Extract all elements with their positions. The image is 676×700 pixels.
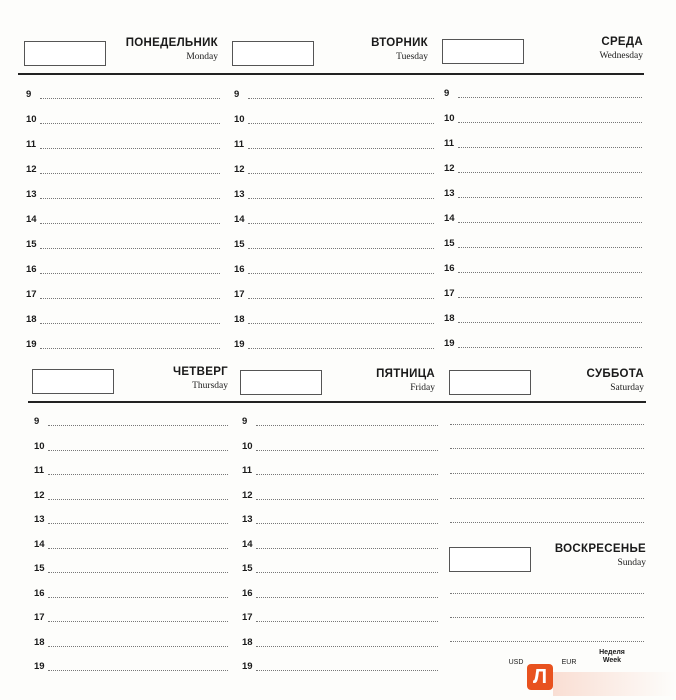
hour-writing-line: [40, 148, 220, 149]
writing-line[interactable]: [450, 498, 644, 499]
writing-line[interactable]: [450, 593, 644, 594]
wednesday-subtitle: Wednesday: [599, 51, 643, 61]
hour-writing-line: [256, 597, 438, 598]
hour-label: 18: [26, 314, 37, 325]
hour-label: 18: [242, 636, 253, 648]
hour-label: 14: [26, 214, 37, 225]
hour-row[interactable]: [26, 313, 220, 325]
thursday-title: ЧЕТВЕРГ: [172, 366, 228, 378]
hour-label: 9: [26, 89, 32, 100]
thursday-header: [130, 366, 228, 406]
hour-label: 18: [444, 313, 455, 324]
hour-label: 19: [234, 339, 245, 350]
hour-row[interactable]: [242, 587, 438, 599]
hour-label: 12: [242, 489, 253, 501]
hour-row[interactable]: [242, 538, 438, 550]
hour-row[interactable]: [242, 660, 438, 672]
eur-label: EUR: [561, 659, 577, 666]
hour-label: 16: [26, 264, 37, 275]
tuesday-date-box[interactable]: [232, 41, 314, 66]
hour-writing-line: [248, 148, 434, 149]
hour-label: 9: [234, 89, 240, 100]
hour-row[interactable]: [234, 138, 434, 150]
hour-label: 13: [242, 514, 253, 525]
hour-row[interactable]: [234, 163, 434, 175]
hour-writing-line: [256, 548, 438, 549]
writing-line[interactable]: [450, 424, 644, 425]
hour-row[interactable]: [26, 113, 220, 125]
sunday-subtitle: Sunday: [617, 558, 646, 568]
hour-row[interactable]: [444, 262, 642, 274]
hour-writing-line: [256, 670, 438, 671]
hour-row[interactable]: [234, 188, 434, 200]
hour-label: 17: [242, 612, 253, 623]
hour-row[interactable]: [242, 415, 438, 427]
hour-label: 13: [444, 188, 455, 199]
hour-writing-line: [48, 572, 228, 573]
hour-row[interactable]: [34, 464, 228, 476]
hour-writing-line: [248, 198, 434, 199]
hour-row[interactable]: [234, 263, 434, 275]
thursday-subtitle: Thursday: [192, 381, 228, 391]
hour-writing-line: [458, 347, 642, 348]
hour-row[interactable]: [26, 288, 220, 300]
hour-writing-line: [248, 173, 434, 174]
hour-label: 10: [444, 113, 455, 124]
hour-row[interactable]: [34, 415, 228, 427]
hour-label: 19: [34, 661, 45, 672]
hour-label: 16: [444, 263, 455, 274]
tuesday-title: ВТОРНИК: [371, 37, 428, 49]
hour-writing-line: [48, 499, 228, 500]
monday-date-box[interactable]: [24, 41, 106, 66]
hour-row[interactable]: [234, 213, 434, 225]
hour-label: 12: [26, 164, 37, 175]
hour-label: 15: [34, 563, 45, 574]
hour-row[interactable]: [242, 440, 438, 452]
hour-row[interactable]: [242, 464, 438, 476]
hour-label: 16: [234, 264, 245, 275]
hour-row[interactable]: [26, 263, 220, 275]
hour-label: 13: [26, 189, 37, 200]
friday-date-box[interactable]: [240, 370, 322, 395]
hour-label: 15: [444, 238, 455, 249]
hour-label: 13: [234, 189, 245, 200]
sunday-title: ВОСКРЕСЕНЬЕ: [554, 543, 646, 555]
hour-label: 11: [34, 465, 45, 476]
sunday-date-box[interactable]: [449, 547, 531, 572]
hour-label: 11: [26, 139, 37, 150]
publisher-logo-icon: Л: [527, 664, 553, 690]
hour-row[interactable]: [444, 287, 642, 299]
hour-row[interactable]: [234, 113, 434, 125]
hour-writing-line: [256, 523, 438, 524]
hour-label: 17: [34, 612, 45, 623]
hour-row[interactable]: [34, 489, 228, 501]
hour-writing-line: [248, 273, 434, 274]
hour-writing-line: [256, 646, 438, 647]
hour-writing-line: [256, 425, 438, 426]
hour-row[interactable]: [34, 538, 228, 550]
monday-title: ПОНЕДЕЛЬНИК: [125, 37, 218, 49]
hour-row[interactable]: [234, 88, 434, 100]
hour-writing-line: [248, 98, 434, 99]
hour-row[interactable]: [242, 611, 438, 623]
usd-label: USD: [508, 659, 524, 666]
hour-label: 18: [234, 314, 245, 325]
hour-label: 15: [234, 239, 245, 250]
hour-writing-line: [458, 97, 642, 98]
hour-row[interactable]: [26, 138, 220, 150]
writing-line[interactable]: [450, 617, 644, 618]
saturday-date-box[interactable]: [449, 370, 531, 395]
hour-row[interactable]: [26, 338, 220, 350]
hour-writing-line: [248, 323, 434, 324]
hour-row[interactable]: [26, 213, 220, 225]
writing-line[interactable]: [450, 522, 644, 523]
hour-writing-line: [48, 646, 228, 647]
hour-writing-line: [48, 597, 228, 598]
hour-row[interactable]: [26, 188, 220, 200]
saturday-title: СУББОТА: [586, 368, 644, 380]
hour-label: 19: [444, 338, 455, 349]
hour-row[interactable]: [34, 587, 228, 599]
top-header-rule: [18, 73, 644, 75]
hour-label: 14: [234, 214, 245, 225]
hour-row[interactable]: [444, 237, 642, 249]
hour-writing-line: [48, 670, 228, 671]
hour-row[interactable]: [444, 337, 642, 349]
sunday-header: [546, 543, 646, 583]
wednesday-title: СРЕДА: [601, 36, 643, 48]
writing-line[interactable]: [450, 473, 644, 474]
monday-header: [120, 37, 218, 77]
hour-row[interactable]: [444, 312, 642, 324]
hour-writing-line: [48, 523, 228, 524]
hour-row[interactable]: [34, 636, 228, 648]
hour-writing-line: [40, 248, 220, 249]
hour-label: 10: [234, 114, 245, 125]
hour-label: 12: [234, 164, 245, 175]
hour-label: 9: [242, 416, 248, 427]
hour-row[interactable]: [242, 513, 438, 525]
hour-row[interactable]: [34, 660, 228, 672]
thursday-date-box[interactable]: [32, 369, 114, 394]
hour-writing-line: [256, 572, 438, 573]
hour-writing-line: [458, 247, 642, 248]
hour-row[interactable]: [444, 137, 642, 149]
hour-writing-line: [48, 621, 228, 622]
hour-row[interactable]: [444, 187, 642, 199]
hour-writing-line: [40, 223, 220, 224]
hour-row[interactable]: [26, 163, 220, 175]
wednesday-date-box[interactable]: [442, 39, 524, 64]
hour-label: 11: [234, 139, 245, 150]
hour-writing-line: [40, 323, 220, 324]
hour-writing-line: [256, 499, 438, 500]
hour-writing-line: [458, 122, 642, 123]
hour-label: 10: [34, 440, 45, 452]
hour-writing-line: [458, 272, 642, 273]
hour-writing-line: [40, 123, 220, 124]
hour-label: 19: [242, 661, 253, 672]
hour-label: 13: [34, 514, 45, 525]
hour-row[interactable]: [234, 338, 434, 350]
hour-row[interactable]: [234, 313, 434, 325]
hour-writing-line: [248, 123, 434, 124]
hour-writing-line: [48, 425, 228, 426]
week-label-ru: Неделя: [599, 649, 625, 656]
hour-label: 14: [242, 538, 253, 550]
hour-label: 18: [34, 636, 45, 648]
hour-writing-line: [40, 273, 220, 274]
hour-label: 15: [26, 239, 37, 250]
hour-label: 17: [234, 289, 245, 300]
friday-title: ПЯТНИЦА: [376, 368, 435, 380]
tuesday-subtitle: Tuesday: [396, 52, 428, 62]
hour-row[interactable]: [242, 636, 438, 648]
tuesday-header: [330, 37, 428, 77]
hour-label: 11: [242, 465, 253, 476]
writing-line[interactable]: [450, 641, 644, 642]
hour-writing-line: [248, 348, 434, 349]
hour-writing-line: [256, 621, 438, 622]
hour-row[interactable]: [34, 562, 228, 574]
hour-writing-line: [458, 197, 642, 198]
hour-row[interactable]: [234, 238, 434, 250]
hour-row[interactable]: [444, 212, 642, 224]
monday-subtitle: Monday: [186, 52, 218, 62]
publisher-banner: [553, 672, 676, 696]
hour-row[interactable]: [234, 288, 434, 300]
hour-row[interactable]: [242, 489, 438, 501]
hour-writing-line: [458, 222, 642, 223]
hour-label: 9: [444, 88, 450, 99]
hour-label: 19: [26, 339, 37, 350]
week-label-en: Week: [602, 657, 622, 664]
hour-writing-line: [40, 348, 220, 349]
friday-subtitle: Friday: [410, 383, 435, 393]
hour-writing-line: [40, 98, 220, 99]
hour-writing-line: [248, 298, 434, 299]
hour-writing-line: [256, 474, 438, 475]
hour-row[interactable]: [242, 562, 438, 574]
hour-writing-line: [458, 322, 642, 323]
hour-writing-line: [458, 297, 642, 298]
hour-label: 17: [26, 289, 37, 300]
hour-writing-line: [248, 248, 434, 249]
hour-row[interactable]: [26, 88, 220, 100]
hour-writing-line: [458, 172, 642, 173]
hour-row[interactable]: [444, 87, 642, 99]
hour-row[interactable]: [444, 162, 642, 174]
hour-label: 16: [34, 587, 45, 599]
hour-label: 15: [242, 563, 253, 574]
hour-label: 11: [444, 138, 455, 149]
hour-writing-line: [48, 450, 228, 451]
hour-writing-line: [40, 298, 220, 299]
hour-writing-line: [256, 450, 438, 451]
saturday-subtitle: Saturday: [610, 383, 644, 393]
hour-writing-line: [48, 474, 228, 475]
hour-label: 10: [242, 440, 253, 452]
hour-row[interactable]: [26, 238, 220, 250]
hour-label: 9: [34, 416, 40, 427]
hour-writing-line: [458, 147, 642, 148]
hour-row[interactable]: [444, 112, 642, 124]
writing-line[interactable]: [450, 448, 644, 449]
hour-label: 12: [444, 163, 455, 174]
hour-writing-line: [40, 173, 220, 174]
hour-label: 16: [242, 587, 253, 599]
wednesday-header: [545, 36, 643, 76]
hour-writing-line: [48, 548, 228, 549]
bottom-header-rule: [28, 401, 646, 403]
hour-writing-line: [40, 198, 220, 199]
hour-label: 14: [444, 213, 455, 224]
hour-label: 10: [26, 114, 37, 125]
hour-label: 14: [34, 538, 45, 550]
hour-label: 12: [34, 489, 45, 501]
hour-row[interactable]: [34, 440, 228, 452]
hour-row[interactable]: [34, 513, 228, 525]
hour-row[interactable]: [34, 611, 228, 623]
hour-label: 17: [444, 288, 455, 299]
hour-writing-line: [248, 223, 434, 224]
